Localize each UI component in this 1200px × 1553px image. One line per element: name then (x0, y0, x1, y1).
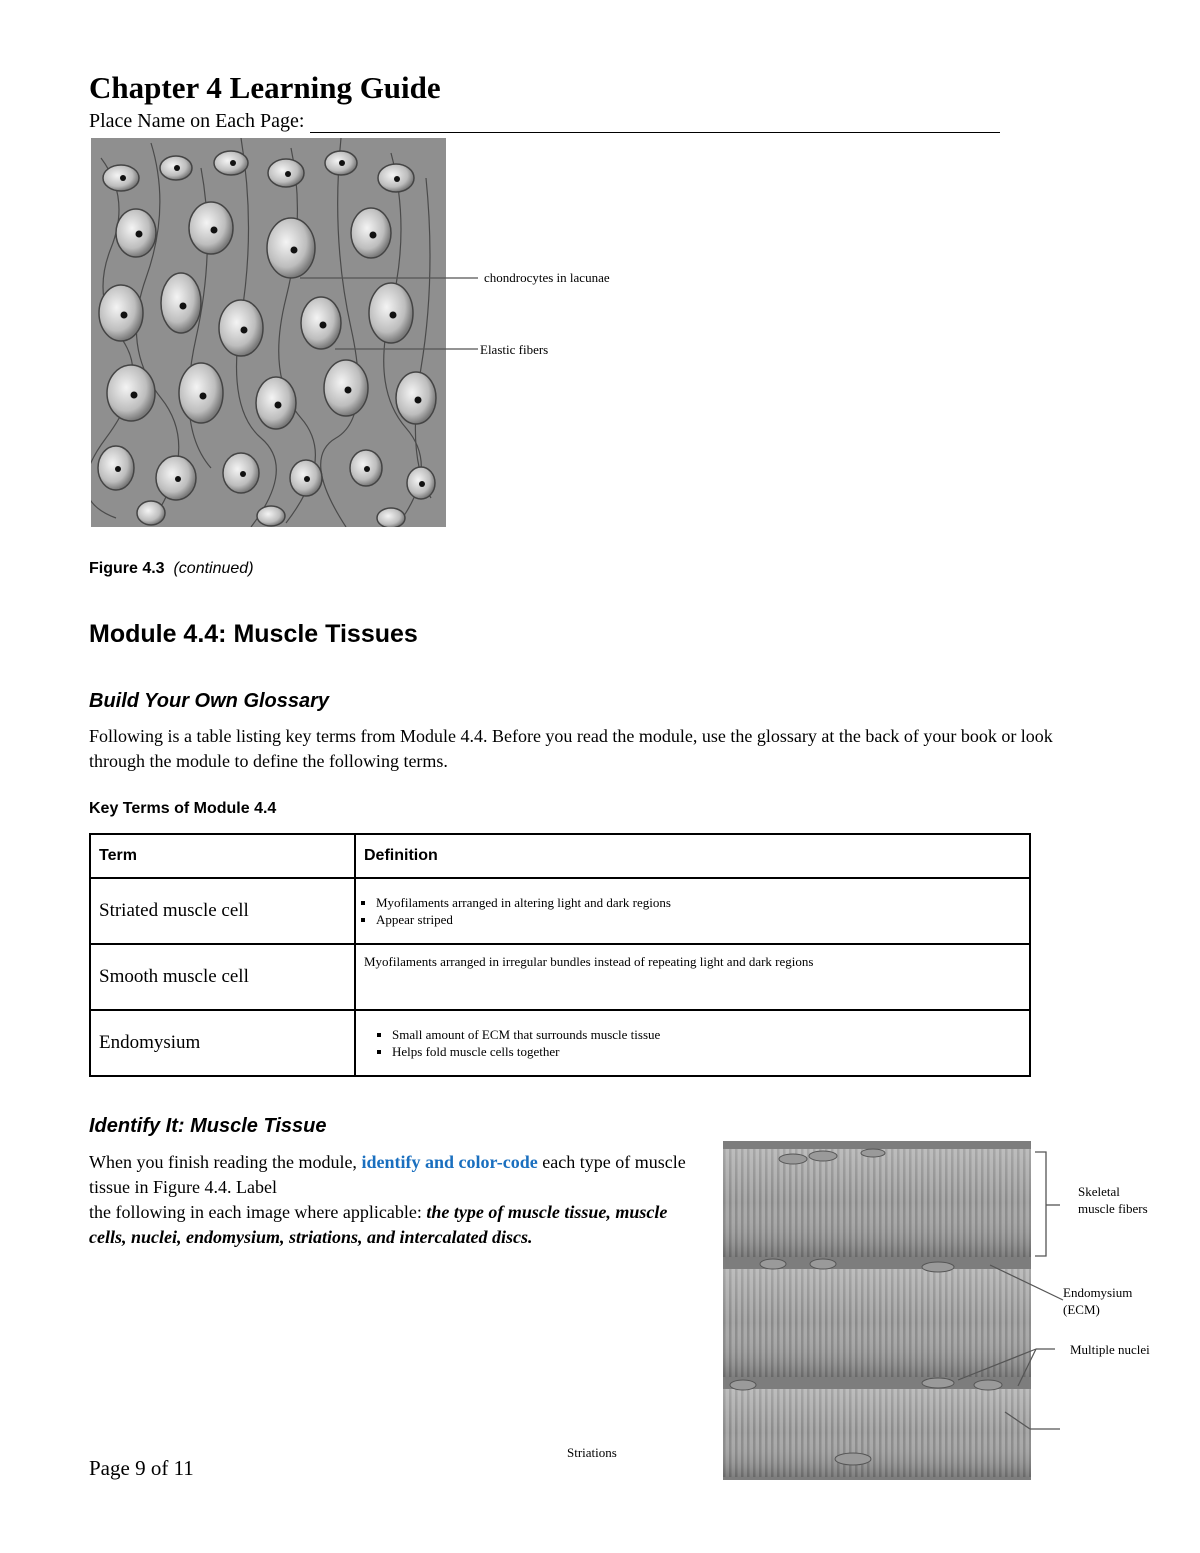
figure-4-3-caption (89, 560, 254, 578)
table-row (90, 944, 1030, 1010)
callout-striations: Striations (567, 1445, 617, 1460)
glossary-title: Build Your Own Glossary (89, 690, 330, 712)
identify-line2: the following in each image where applicable: (89, 1202, 427, 1222)
skeletal-muscle-illustration (723, 1141, 1031, 1480)
figure-note: (continued) (173, 560, 254, 577)
identify-instructions (89, 1150, 699, 1250)
definition-item: ▪ Helps fold muscle cells together (392, 1043, 1021, 1060)
definition-item: ▪ Appear striped (376, 911, 686, 928)
glossary-intro: Following is a table listing key terms from Module 4.4. Before you read the module, use the glossary at the back of your book or look through the module to define the following terms. (89, 726, 1053, 771)
definition-item: ▪ Small amount of ECM that surrounds muscle tissue (392, 1026, 1021, 1043)
table-row (90, 1010, 1030, 1076)
elastic-cartilage-illustration (91, 138, 446, 527)
callout-elastic-fibers: Elastic fibers (480, 342, 549, 357)
table-caption: Key Terms of Module 4.4 (89, 800, 277, 817)
definition-cell[interactable] (355, 1010, 1030, 1076)
callout-chondrocytes: chondrocytes in lacunae (484, 270, 610, 285)
identify-bold-italic: the type of muscle tissue, muscle cells, nuclei, endomysium, striations, and intercalated discs. (89, 1202, 668, 1247)
definition-text: Myofilaments arranged in irregular bundles instead of repeating light and dark regions (364, 954, 814, 969)
callout-skeletal-muscle-fibers: Skeletal muscle fibers (1078, 1184, 1148, 1216)
module-title: Module 4.4: Muscle Tissues (89, 620, 418, 648)
definition-item: ▪ Myofilaments arranged in altering light and dark regions (376, 894, 686, 911)
name-blank-line[interactable] (310, 112, 1000, 133)
page-title: Chapter 4 Learning Guide (89, 70, 441, 105)
figure-label: Figure 4.3 (89, 560, 165, 577)
callout-endomysium: Endomysium (ECM) (1063, 1285, 1133, 1317)
identify-text-before: When you finish reading the module, (89, 1152, 362, 1172)
header-definition: Definition (355, 834, 1030, 878)
term-cell: Endomysium (90, 1010, 355, 1076)
identify-text-after: each type of muscle tissue in Figure 4.4. Label (89, 1152, 686, 1197)
header-term: Term (90, 834, 355, 878)
table-row (90, 878, 1030, 944)
name-prompt (89, 110, 1000, 133)
identify-highlight: identify and color-code (361, 1152, 538, 1172)
term-cell: Striated muscle cell (90, 878, 355, 944)
page-number: Page 9 of 11 (89, 1456, 194, 1480)
callout-multiple-nuclei: Multiple nuclei (1070, 1342, 1150, 1357)
table-header-row (90, 834, 1030, 878)
definition-cell[interactable] (355, 944, 1030, 1010)
definition-cell[interactable] (355, 878, 1030, 944)
key-terms-table (89, 833, 1031, 1077)
term-cell: Smooth muscle cell (90, 944, 355, 1010)
identify-title: Identify It: Muscle Tissue (89, 1115, 327, 1137)
name-prompt-label: Place Name on Each Page: (89, 110, 305, 132)
